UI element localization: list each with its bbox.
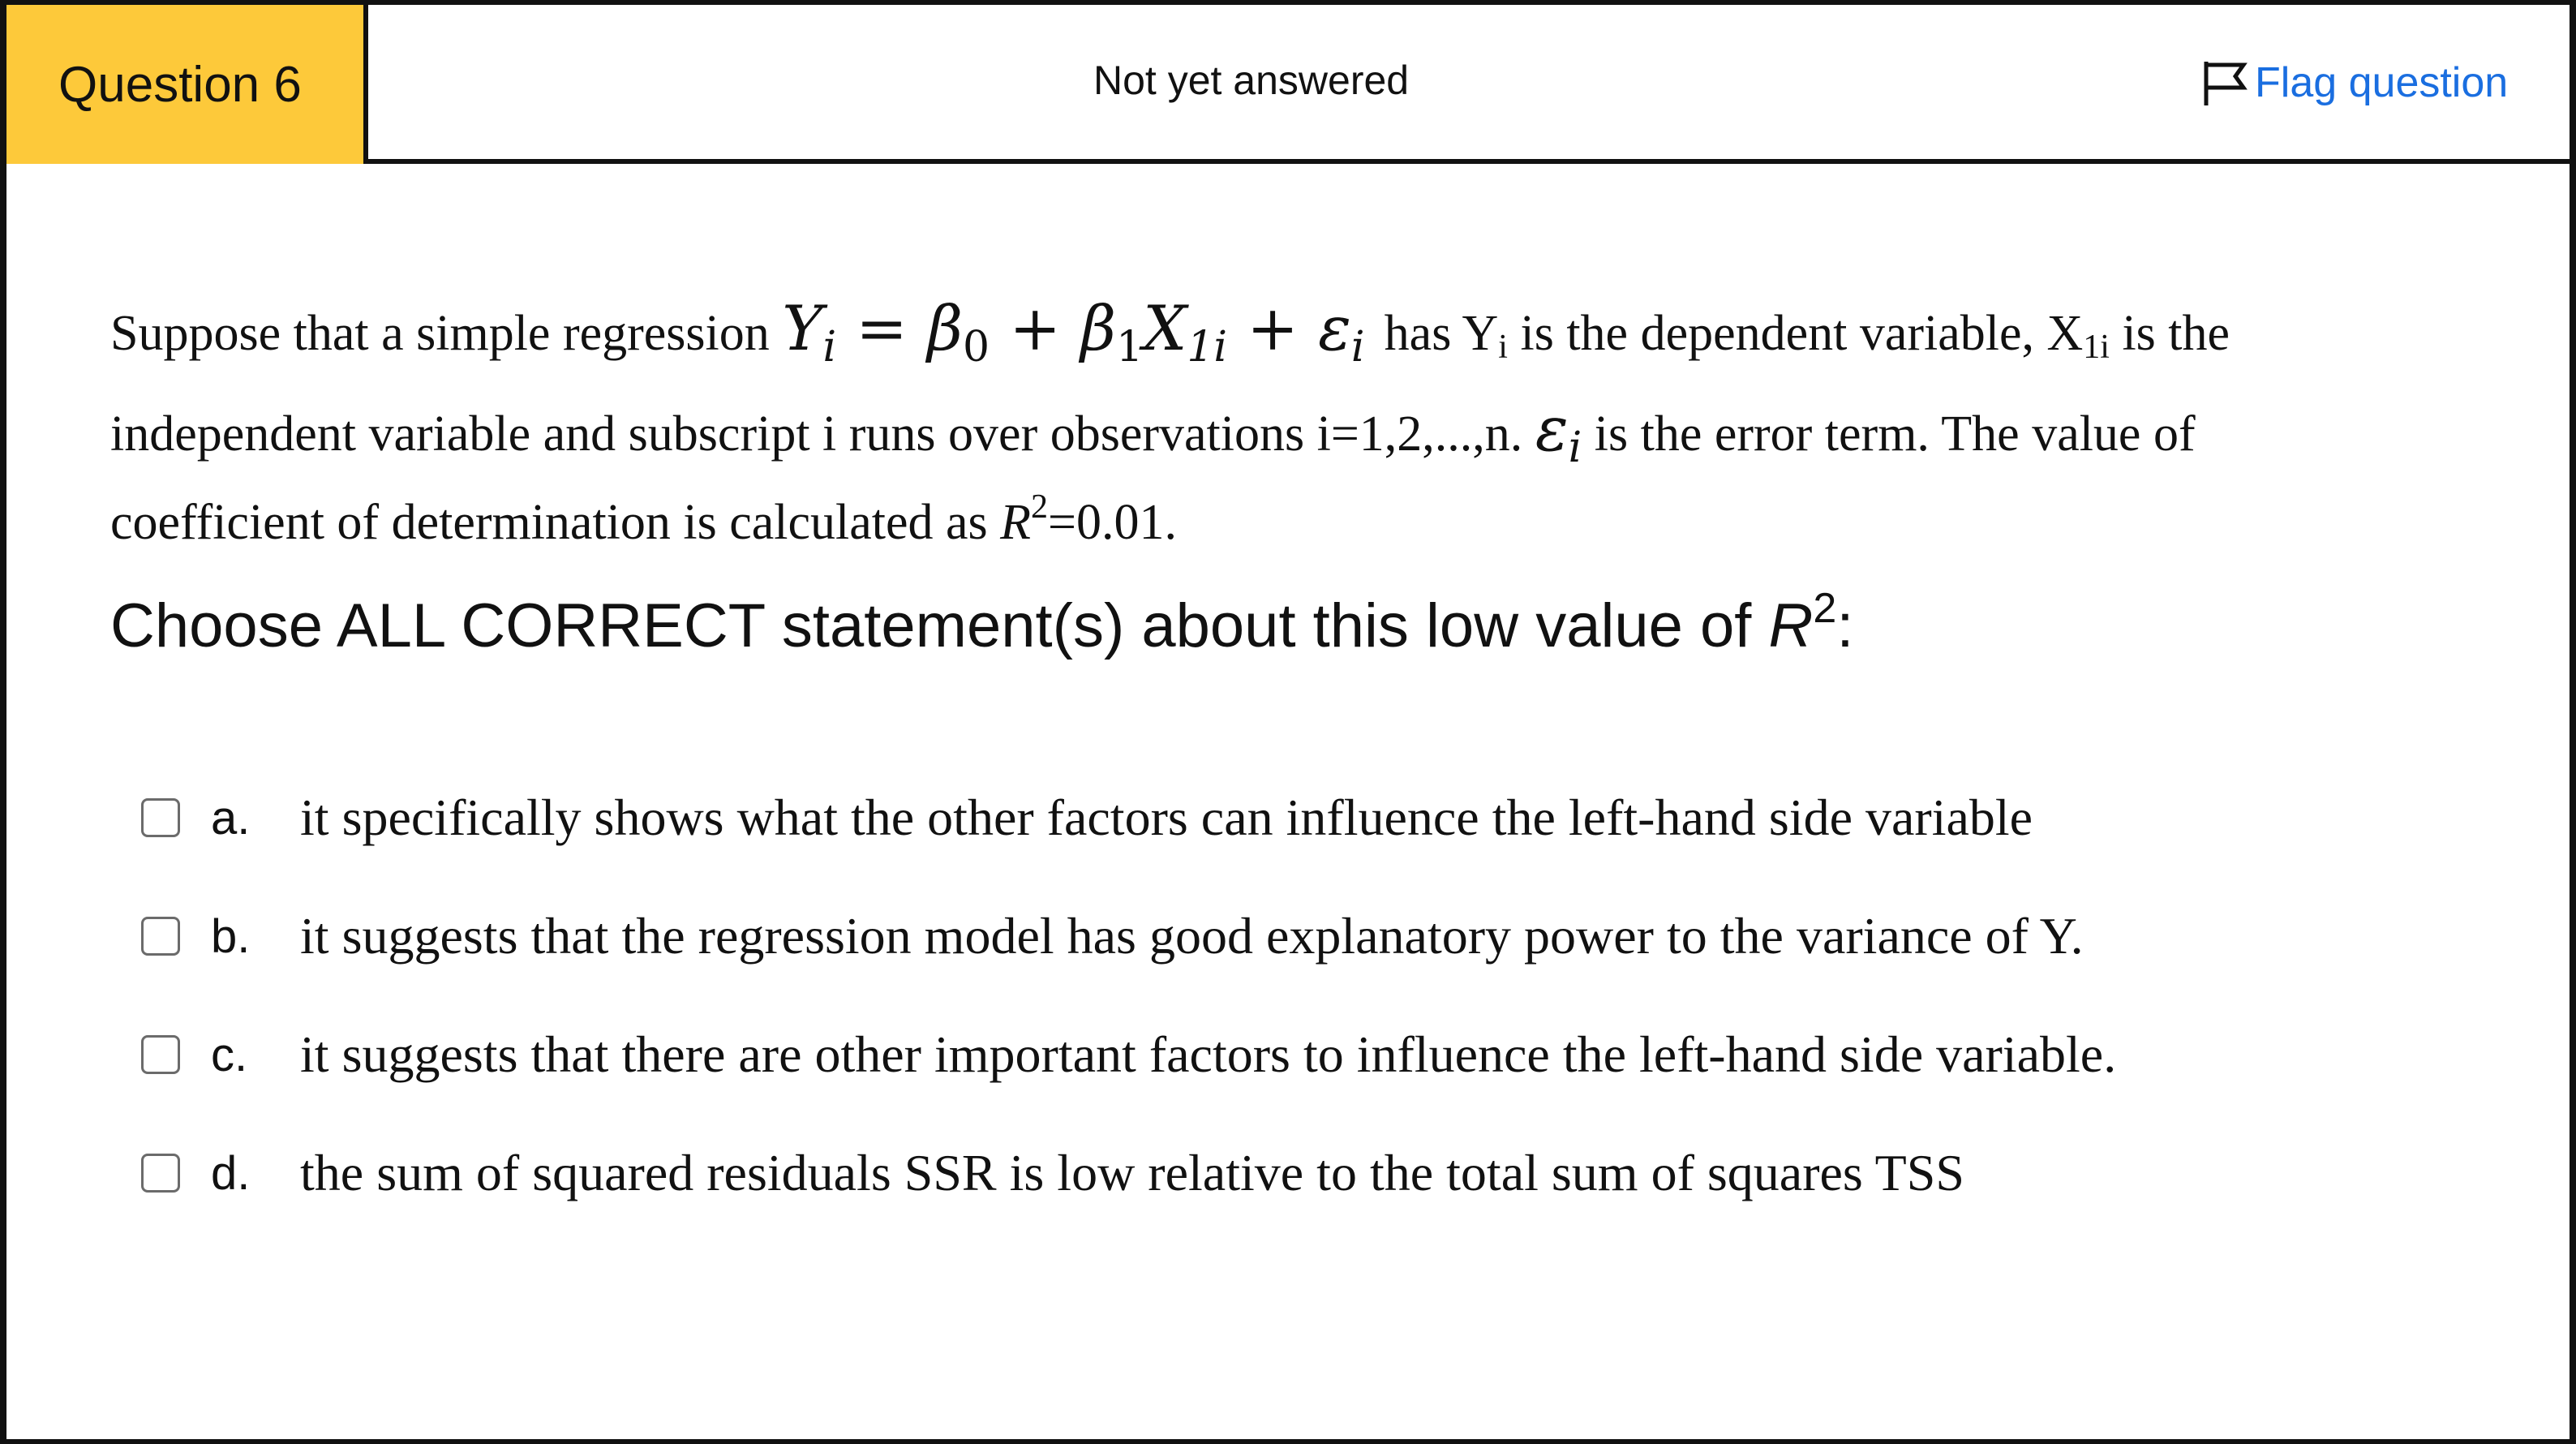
question-text <box>110 281 2511 563</box>
checkbox-d[interactable] <box>141 1154 180 1193</box>
flag-icon <box>2201 58 2248 107</box>
option-letter: a. <box>211 791 251 844</box>
option-d[interactable] <box>141 1141 1964 1205</box>
option-letter: c. <box>211 1028 248 1081</box>
question-line-2: independent variable and subscript i runs over observations i=1,2,...,n. $\varepsilon_i$ is the error term. The value of <box>110 393 2196 472</box>
answer-state: Not yet answered <box>1093 58 1410 103</box>
option-text: it suggests that the regression model has good explanatory power to the variance of Y. <box>300 907 2084 965</box>
flag-question-label: Flag question <box>2255 59 2509 106</box>
flag-question-link[interactable] <box>2201 58 2508 107</box>
option-text: the sum of squared residuals SSR is low relative to the total sum of squares TSS <box>300 1144 1964 1201</box>
checkbox-a[interactable] <box>141 798 180 837</box>
option-letter: d. <box>211 1146 251 1200</box>
option-b[interactable] <box>141 904 2084 969</box>
option-letter: b. <box>211 909 251 963</box>
option-c[interactable] <box>141 1022 2116 1087</box>
option-a[interactable] <box>141 785 2033 850</box>
question-line-3: coefficient of determination is calculated as $R^2=0.01$. <box>110 488 1178 550</box>
checkbox-b[interactable] <box>141 917 180 956</box>
question-header <box>6 5 2570 164</box>
question-line-1: Suppose that a simple regression $Y_i = \beta_0 + \beta_1X_{1i} + \varepsilon_i$ has Yi is the dependent variable, X1i is the <box>110 292 2230 372</box>
error-term-symbol: $\varepsilon_i$ <box>1535 393 1582 472</box>
regression-equation: $Y_i = \beta_0 + \beta_1X_{1i} + \varepsilon_i$ <box>782 292 1365 372</box>
checkbox-c[interactable] <box>141 1035 180 1074</box>
option-text: it suggests that there are other important factors to influence the left-hand side variable. <box>300 1025 2117 1083</box>
instruction-text: Choose ALL CORRECT statement(s) about this low value of $R^2$: <box>110 585 1854 660</box>
question-number: Question 6 <box>6 5 368 164</box>
option-text: it specifically shows what the other factors can influence the left-hand side variable <box>300 789 2033 846</box>
